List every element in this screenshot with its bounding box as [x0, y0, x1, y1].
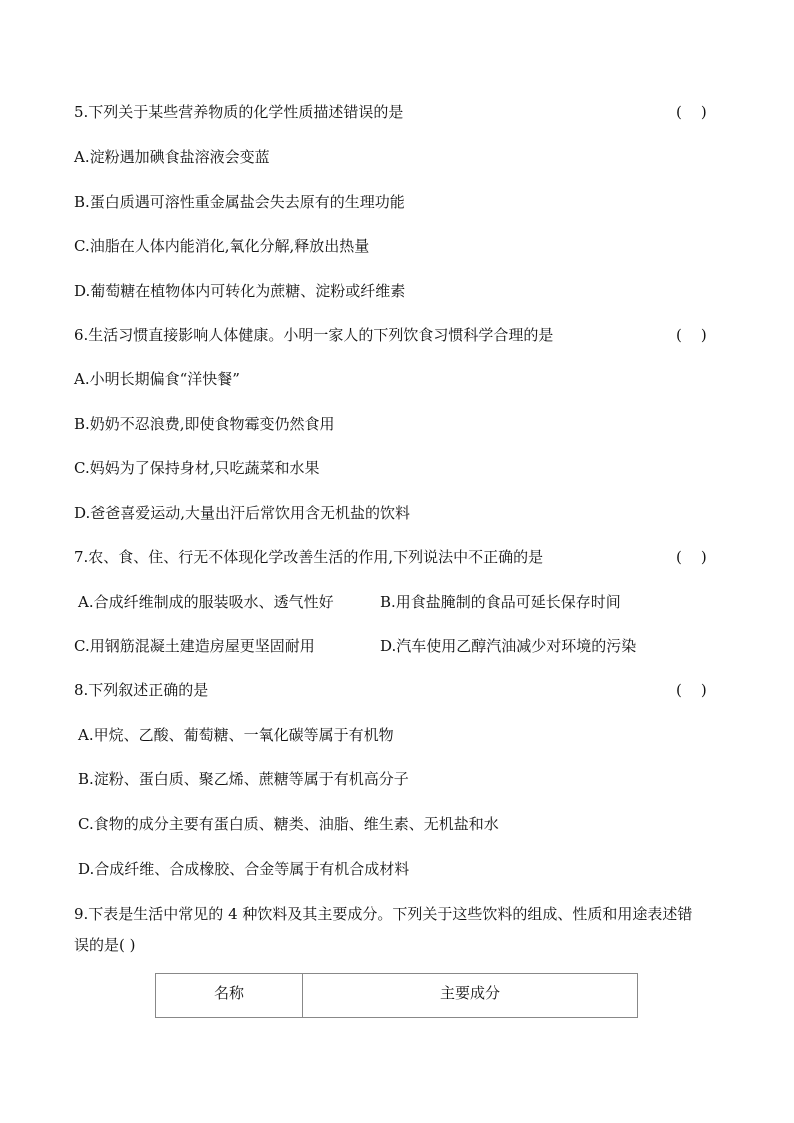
question-6-stem: 6.生活习惯直接影响人体健康。小明一家人的下列饮食习惯科学合理的是	[74, 326, 554, 344]
question-7-option-d: D.汽车使用乙醇汽油减少对环境的污染	[380, 637, 637, 655]
question-7-answer-paren: ( )	[676, 548, 707, 566]
question-7-stem: 7.农、食、住、行无不体现化学改善生活的作用,下列说法中不正确的是	[74, 548, 544, 566]
question-5-answer-paren: ( )	[676, 103, 707, 121]
question-6-option-c: C.妈妈为了保持身材,只吃蔬菜和水果	[74, 459, 320, 477]
table-header-name: 名称	[156, 974, 303, 1018]
question-6-option-a: A.小明长期偏食“洋快餐”	[74, 370, 240, 388]
question-6-option-b: B.奶奶不忍浪费,即使食物霉变仍然食用	[74, 415, 335, 433]
question-5-option-c: C.油脂在人体内能消化,氧化分解,释放出热量	[74, 237, 370, 255]
question-8-option-a: A.甲烷、乙酸、葡萄糖、一氧化碳等属于有机物	[78, 726, 394, 744]
question-5-option-d: D.葡萄糖在植物体内可转化为蔗糖、淀粉或纤维素	[74, 282, 406, 300]
question-7-option-b: B.用食盐腌制的食品可延长保存时间	[380, 593, 621, 611]
question-9-stem-line-2: 误的是( )	[74, 936, 136, 954]
question-8-option-b: B.淀粉、蛋白质、聚乙烯、蔗糖等属于有机高分子	[78, 770, 409, 788]
question-6-answer-paren: ( )	[676, 326, 707, 344]
question-5-stem: 5.下列关于某些营养物质的化学性质描述错误的是	[74, 103, 404, 121]
table-header-row	[156, 974, 638, 1018]
question-7-option-c: C.用钢筋混凝土建造房屋更坚固耐用	[74, 637, 315, 655]
question-8-option-c: C.食物的成分主要有蛋白质、糖类、油脂、维生素、无机盐和水	[78, 815, 499, 833]
question-8-option-d: D.合成纤维、合成橡胶、合金等属于有机合成材料	[78, 860, 410, 878]
question-9-stem-line-1: 9.下表是生活中常见的 4 种饮料及其主要成分。下列关于这些饮料的组成、性质和用途表述错	[74, 905, 693, 923]
question-5-option-a: A.淀粉遇加碘食盐溶液会变蓝	[74, 148, 270, 166]
table-header-main-ingredients: 主要成分	[303, 974, 638, 1018]
question-8-answer-paren: ( )	[676, 681, 707, 699]
question-5-option-b: B.蛋白质遇可溶性重金属盐会失去原有的生理功能	[74, 193, 405, 211]
question-7-option-a: A.合成纤维制成的服装吸水、透气性好	[78, 593, 334, 611]
question-8-stem: 8.下列叙述正确的是	[74, 681, 209, 699]
question-6-option-d: D.爸爸喜爱运动,大量出汗后常饮用含无机盐的饮料	[74, 504, 411, 522]
beverage-table	[155, 973, 638, 1018]
